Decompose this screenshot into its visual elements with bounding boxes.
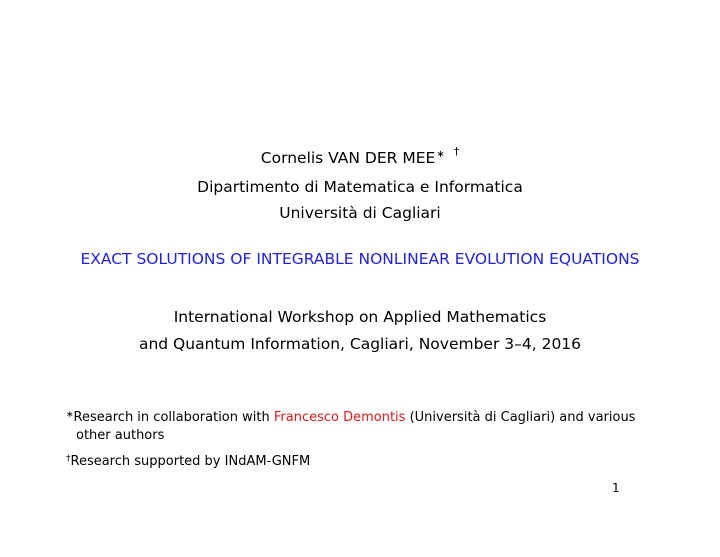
footnote-1-highlight: Francesco Demontis [273,410,406,425]
footnote-1 [66,406,686,445]
footnote-mark-asterisk: ∗ [436,149,445,160]
footnote-1-text-after: (Università di Cagliari) and various [405,410,636,425]
conference-line-2: and Quantum Information, Cagliari, November 3–4, 2016 [138,335,582,353]
footnote-1-line-2: other authors [76,428,165,443]
conference-line-1: International Workshop on Applied Mathematics [173,308,547,326]
footnote-1-mark: ∗ [66,410,74,420]
footnote-2-text: Research supported by INdAM-GNFM [70,454,311,469]
footnote-1-text-before: Research in collaboration with [73,410,274,425]
university: Università di Cagliari [279,204,441,222]
author-name: Cornelis VAN DER MEE [260,149,436,167]
footnote-mark-dagger: † [453,145,460,158]
footnote-2 [66,450,686,471]
talk-title: EXACT SOLUTIONS OF INTEGRABLE NONLINEAR EVOLUTION EQUATIONS [80,250,640,268]
page-number: 1 [612,481,620,495]
footnote-2-mark: † [66,454,71,464]
author-line [0,142,720,168]
department: Dipartimento di Matematica e Informatica [197,178,523,196]
footnotes [66,406,686,471]
